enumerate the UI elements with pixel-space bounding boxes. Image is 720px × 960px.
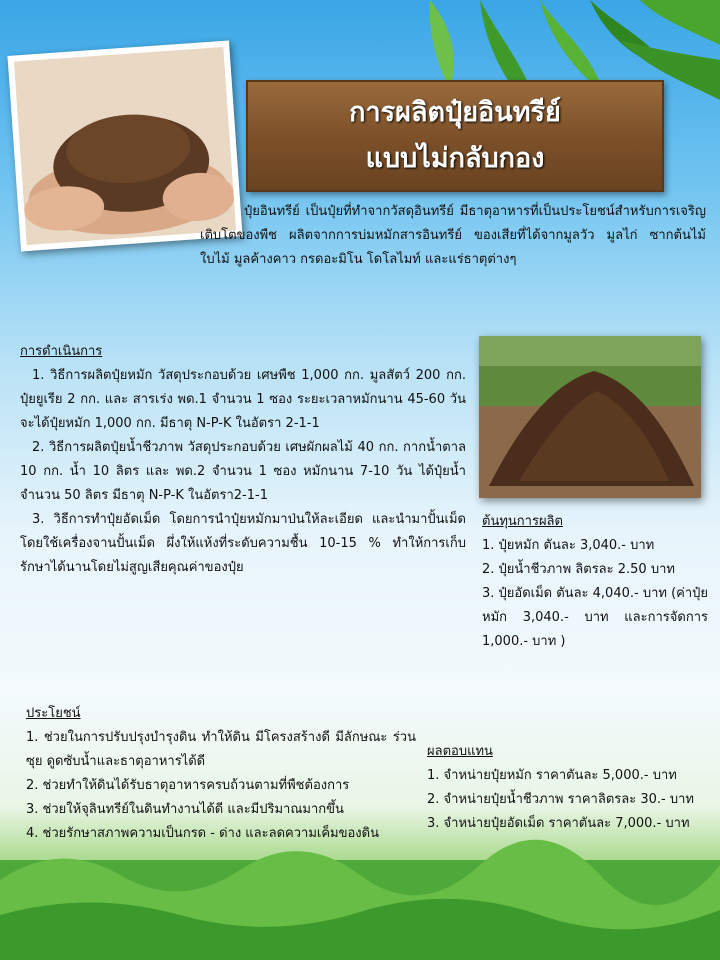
title-banner — [246, 80, 664, 192]
intro-section — [200, 200, 706, 272]
benefits-heading: ประโยชน์ — [26, 706, 81, 721]
procedure-item: 3. วิธีการทำปุ๋ยอัดเม็ด โดยการนำปุ๋ยหมักมาป่นให้ละเอียด และนำมาปั้นเม็ด โดยใช้เครื่องจานปั้นเม็ด ผึ่งให้แห้งที่ระดับความชื้น 10-15 % ทำให้การเก็บรักษาได้นานโดยไม่สูญเสียคุณค่าของปุ๋ย — [20, 512, 466, 575]
cost-heading: ต้นทุนการผลิต — [482, 514, 563, 529]
returns-item: 3. จำหน่ายปุ๋ยอัดเม็ด ราคาตันละ 7,000.- บาท — [427, 816, 690, 831]
benefits-section — [26, 702, 416, 846]
returns-heading: ผลตอบแทน — [427, 744, 493, 759]
benefits-item: 2. ช่วยทำให้ดินได้รับธาตุอาหารครบถ้วนตามที่พืชต้องการ — [26, 778, 350, 793]
cost-item: 1. ปุ๋ยหมัก ตันละ 3,040.- บาท — [482, 538, 655, 553]
title-line-2: แบบไม่กลับกอง — [365, 143, 545, 174]
cost-item: 3. ปุ๋ยอัดเม็ด ตันละ 4,040.- บาท (ค่าปุ๋ยหมัก 3,040.- บาท และการจัดการ 1,000.- บาท ) — [482, 586, 709, 649]
procedure-item: 2. วิธีการผลิตปุ๋ยน้ำชีวภาพ วัสดุประกอบด้วย เศษผักผลไม้ 40 กก. กากน้ำตาล 10 กก. น้ำ 10 ลิตร และ พด.2 จำนวน 1 ซอง หมักนาน 7-10 วัน ได้ปุ๋ยน้ำ จำนวน 50 ลิตร มีธาตุ N-P-K ในอัตรา2-1-1 — [20, 440, 466, 503]
cost-item: 2. ปุ๋ยน้ำชีวภาพ ลิตรละ 2.50 บาท — [482, 562, 675, 577]
returns-section — [427, 740, 709, 836]
title-line-1: การผลิตปุ๋ยอินทรีย์ — [349, 97, 561, 128]
compost-pile-photo — [479, 336, 701, 498]
procedure-heading: การดำเนินการ — [20, 344, 103, 359]
procedure-item: 1. วิธีการผลิตปุ๋ยหมัก วัสดุประกอบด้วย เศษพืช 1,000 กก. มูลสัตว์ 200 กก. ปุ๋ยยูเรีย 2 กก. และ สารเร่ง พด.1 จำนวน 1 ซอง ระยะเวลาหมักนาน 45-60 วัน จะได้ปุ๋ยหมัก 1,000 กก. มีธาตุ N-P-K ในอัตรา 2-1-1 — [20, 368, 466, 431]
procedure-section — [20, 340, 466, 580]
benefits-item: 3. ช่วยให้จุลินทรีย์ในดินทำงานได้ดี และมีปริมาณมากขึ้น — [26, 802, 344, 817]
benefits-item: 4. ช่วยรักษาสภาพความเป็นกรด - ด่าง และลดความเค็มของดิน — [26, 826, 379, 841]
returns-item: 2. จำหน่ายปุ๋ยน้ำชีวภาพ ราคาลิตรละ 30.- บาท — [427, 792, 694, 807]
intro-text: ปุ๋ยอินทรีย์ เป็นปุ๋ยที่ทำจากวัสดุอินทรีย์ มีธาตุอาหารที่เป็นประโยชน์สำหรับการเจริญเติบโตของพืช ผลิตจากการบ่มหมักสารอินทรีย์ ของเสียที่ได้จากมูลวัว มูลไก่ ซากต้นไม้ ใบไม้ มูลค้างคาว กรดอะมิโน โดโลไมท์ และแร่ธาตุต่างๆ — [200, 204, 706, 267]
returns-item: 1. จำหน่ายปุ๋ยหมัก ราคาตันละ 5,000.- บาท — [427, 768, 677, 783]
cost-section — [482, 510, 708, 654]
benefits-item: 1. ช่วยในการปรับปรุงบำรุงดิน ทำให้ดิน มีโครงสร้างดี มีลักษณะ ร่วนซุย ดูดซับน้ำและธาตุอาหารได้ดี — [26, 730, 416, 769]
